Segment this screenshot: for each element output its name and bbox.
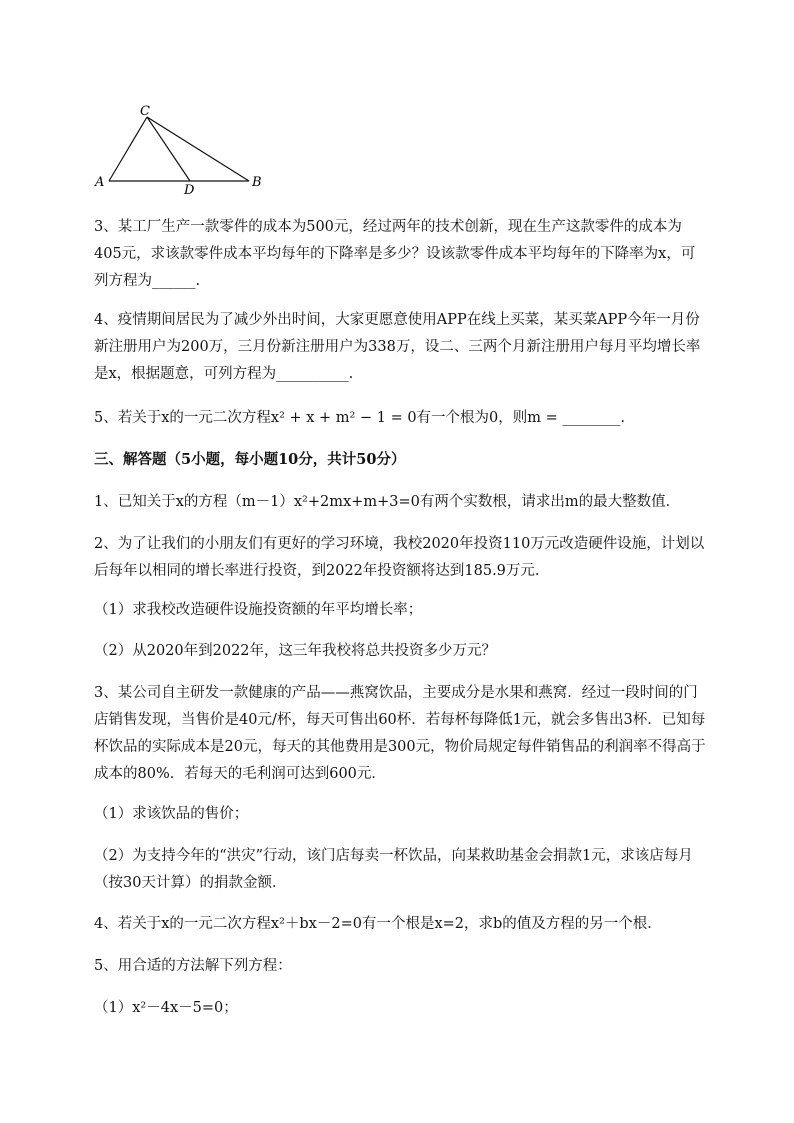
- label-b: B: [252, 175, 262, 190]
- solve-question-2: 2、为了让我们的小朋友们有更好的学习环境，我校2020年投资110万元改造硬件设施，计划以后每年以相同的增长率进行投资，到2022年投资额将达到185.9万元．: [94, 536, 705, 579]
- solve-question-2-part-2: （2）从2020年到2022年，这三年我校将总共投资多少万元？: [94, 643, 497, 659]
- segment-cd: [147, 117, 190, 181]
- triangle-figure: [92, 100, 272, 200]
- solve-question-2-part-1: （1）求我校改造硬件设施投资额的年平均增长率；: [94, 602, 423, 618]
- fill-question-3: 3、某工厂生产一款零件的成本为500元，经过两年的技术创新，现在生产这款零件的成本为405元，求该款零件成本平均每年的下降率是多少？设该款零件成本平均每年的下降率为x，可列方程为______.: [94, 219, 696, 289]
- fill-question-5: 5、若关于x的一元二次方程x² + x + m² − 1 = 0有一个根为0，则m = ________.: [94, 410, 626, 426]
- solve-question-5-part-1: （1）x²－4x－5=0；: [94, 1000, 238, 1016]
- section-title: 三、解答题（5小题，每小题10分，共计50分）: [94, 451, 406, 468]
- solve-question-3-part-1: （1）求该饮品的售价；: [94, 806, 249, 822]
- solve-question-3-part-2: （2）为支持今年的“洪灾”行动，该门店每卖一杯饮品，向某救助基金会捐款1元，求该店每月（按30天计算）的捐款金额．: [94, 848, 693, 891]
- fill-question-4: 4、疫情期间居民为了减少外出时间，大家更愿意使用APP在线上买菜，某买菜APP今年一月份新注册用户为200万，三月份新注册用户为338万，设二、三两个月新注册用户每月平均增长率是x，根据题意，可列方程为__________.: [94, 312, 701, 382]
- solve-question-1: 1、已知关于x的方程（m－1）x²+2mx+m+3=0有两个实数根，请求出m的最大整数值．: [94, 494, 681, 510]
- side-cb: [147, 117, 249, 181]
- label-d: D: [184, 183, 195, 198]
- triangle-diagram: [92, 100, 272, 200]
- label-a: A: [95, 175, 105, 190]
- label-c: C: [140, 104, 150, 119]
- solve-question-4: 4、若关于x的一元二次方程x²＋bx－2=0有一个根是x=2，求b的值及方程的另一个根．: [94, 916, 662, 932]
- solve-question-5: 5、用合适的方法解下列方程：: [94, 958, 292, 974]
- side-ac: [109, 117, 147, 181]
- solve-question-3: 3、某公司自主研发一款健康的产品——燕窝饮品，主要成分是水果和燕窝．经过一段时间的门店销售发现，当售价是40元/杯，每天可售出60杯．若每杯每降低1元，就会多售出3杯．已知每杯饮品的实际成本是20元，每天的其他费用是300元，物价局规定每件销售品的利润率不得高于成本的80%．若每天的毛利润可达到600元．: [94, 685, 706, 782]
